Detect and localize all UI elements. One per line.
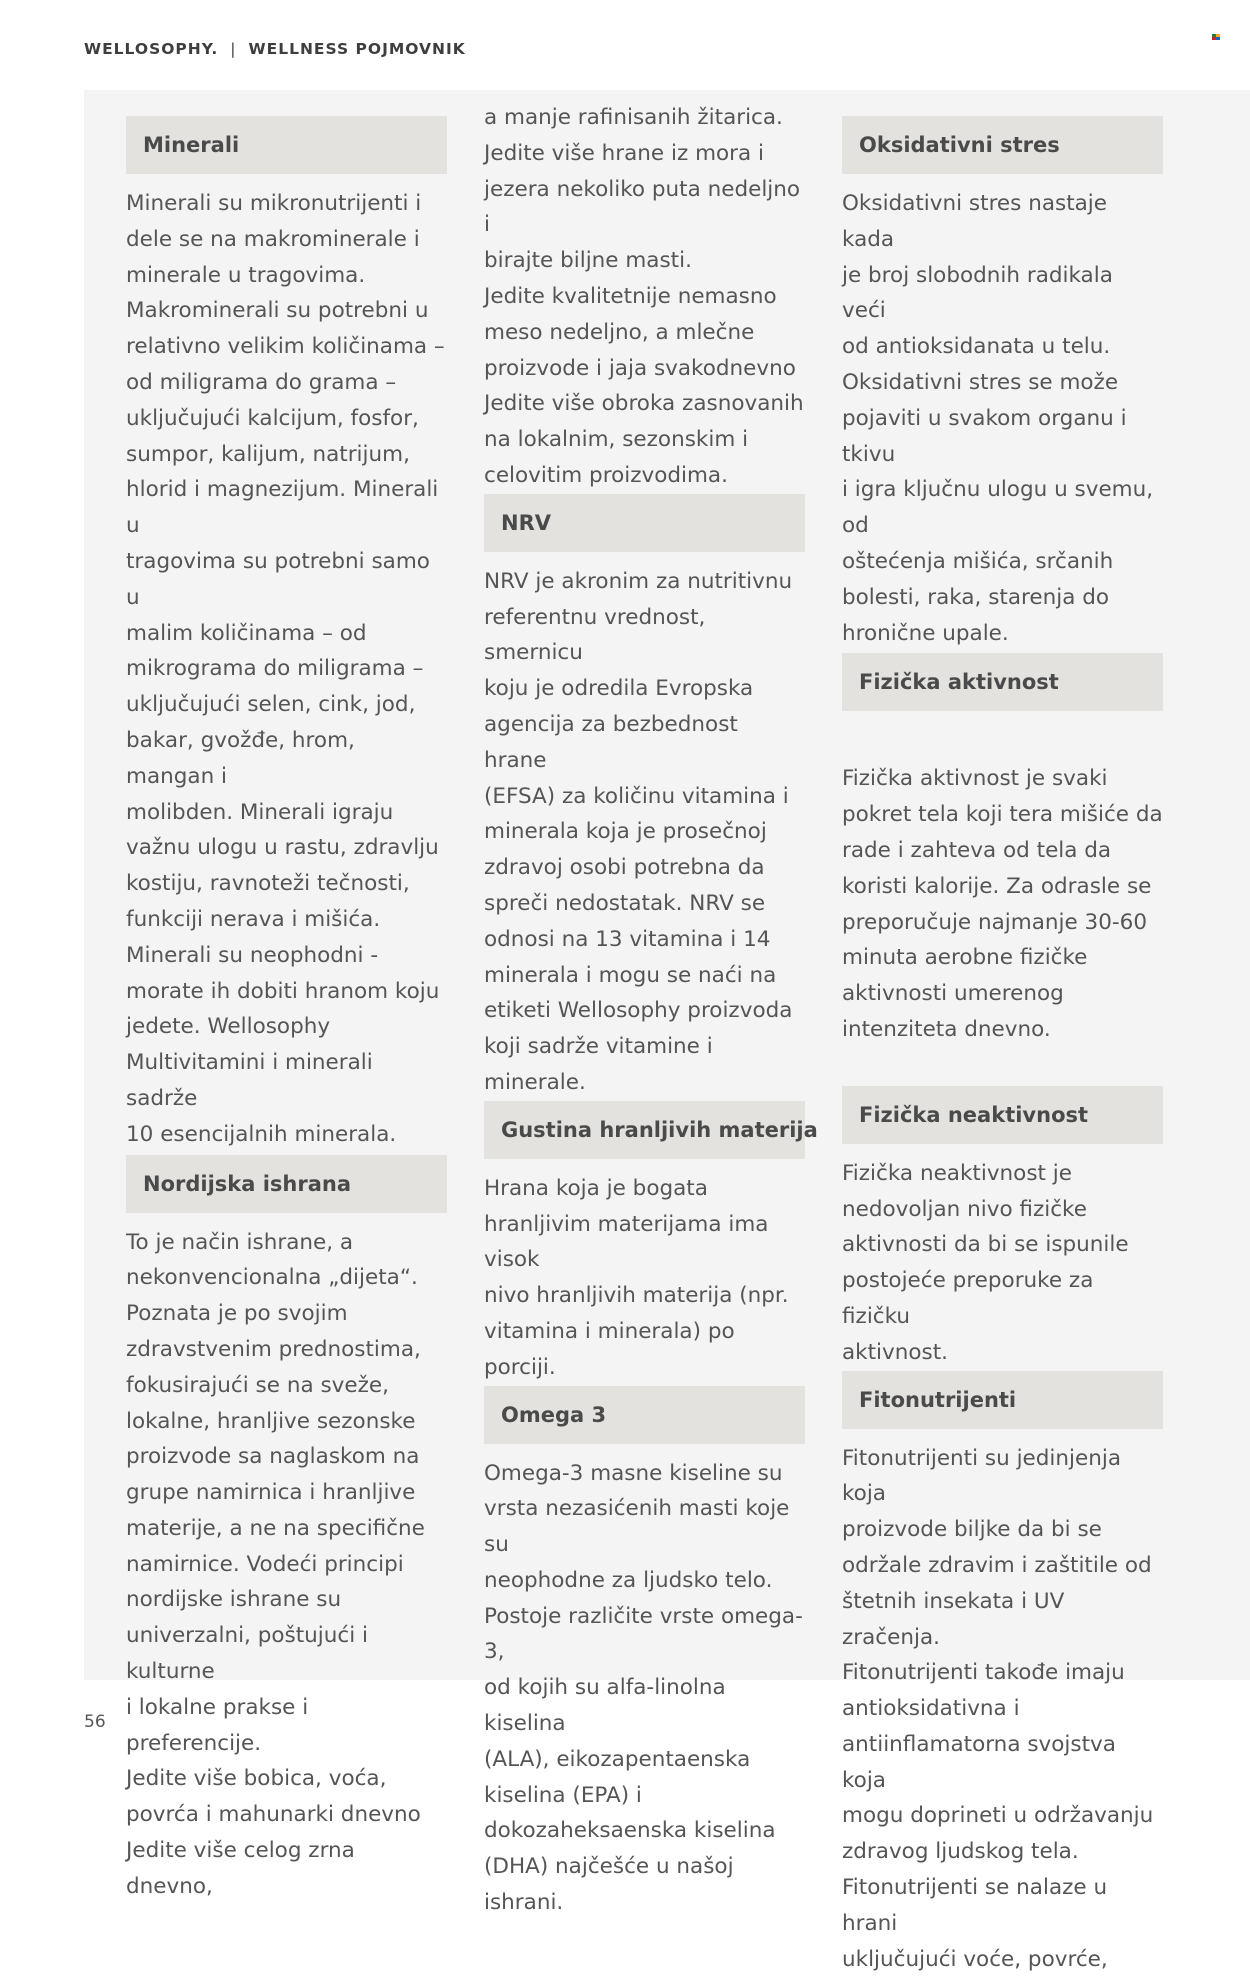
term-heading-minerali: Minerali: [126, 116, 447, 174]
page-number: 56: [84, 1712, 106, 1732]
term-heading-omega-3: Omega 3: [484, 1386, 805, 1444]
section-title: WELLNESS POJMOVNIK: [248, 40, 466, 58]
term-text-fizicka-aktivnost: Fizička aktivnost je svaki pokret tela koji tera mišiće da rade i zahteva od tela da koristi kalorije. Za odrasle se preporučuje najmanje 30-60 minuta aerobne fizičke aktivnosti umerenog intenziteta dnevno.: [842, 766, 1163, 1042]
term-heading-nordijska-ishrana: Nordijska ishrana: [126, 1155, 447, 1213]
term-heading-nrv: NRV: [484, 494, 805, 552]
term-heading-fizicka-aktivnost: Fizička aktivnost: [842, 653, 1163, 711]
term-text-fizicka-neaktivnost: Fizička neaktivnost je nedovoljan nivo fizičke aktivnosti da bi se ispunile postojeće preporuke za fizičku aktivnost.: [842, 1160, 1129, 1365]
term-text-omega-3: Omega-3 masne kiseline su vrsta nezasićenih masti koje su neophodne za ljudsko telo. Postoje različite vrste omega-3, od kojih su alfa-linolna kiselina (ALA), eikozapentaenska kiselina (EPA) i dokozaheksaenska kiselina (DHA) najčešće u našoj ishrani.: [484, 1460, 803, 1916]
term-heading-gustina-hranljivih-materija: Gustina hranljivih materija: [484, 1101, 805, 1159]
brand-name: WELLOSOPHY.: [84, 40, 219, 58]
glossary-column-1: [126, 116, 447, 1905]
term-heading-fizicka-neaktivnost: Fizička neaktivnost: [842, 1086, 1163, 1144]
glossary-column-3: [842, 116, 1163, 1977]
nordijska-ishrana-continued-text: a manje rafinisanih žitarica. Jedite više hrane iz mora i jezera nekoliko puta nedeljno i birajte biljne masti. Jedite kvalitetnije nemasno meso nedeljno, a mlečne proizvode i jaja svakodnevno Jedite više obroka zasnovanih na lokalnim, sezonskim i celovitim proizvodima.: [484, 105, 804, 488]
term-text-fitonutrijenti: Fitonutrijenti su jedinjenja koja proizvode biljke da bi se održale zdravim i zaštitile od štetnih insekata i UV zračenja. Fitonutrijenti takođe imaju antioksidativna i antiinflamatorna svojstva koja mogu doprineti u održavanju zdravog ljudskog tela. Fitonutrijenti se nalaze u hrani uključujući voće, povrće,: [842, 1445, 1154, 1972]
term-text-nrv: NRV je akronim za nutritivnu referentnu vrednost, smernicu koju je odredila Evropska agencija za bezbednost hrane (EFSA) za količinu vitamina i minerala koja je prosečnoj zdravoj osobi potrebna da spreči nedostatak. NRV se odnosi na 13 vitamina i 14 minerala i mogu se naći na etiketi Wellosophy proizvoda koji sadrže vitamine i minerale.: [484, 568, 793, 1095]
term-text-minerali: Minerali su mikronutrijenti i dele se na makrominerale i minerale u tragovima. Makrominerali su potrebni u relativno velikim količinama – od miligrama do grama – uključujući kalcijum, fosfor, sumpor, kalijum, natrijum, hlorid i magnezijum. Minerali u tragovima su potrebni samo u malim količinama – od mikrograma do miligrama – uključujući selen, cink, jod, bakar, gvožđe, hrom, mangan i molibden. Minerali igraju važnu ulogu u rastu, zdravlju kostiju, ravnoteži tečnosti, funkciji nerava i mišića. Minerali su neophodni - morate ih dobiti hranom koju jedete. Wellosophy Multivitamini i minerali sadrže 10 esencijalnih minerala.: [126, 191, 445, 1147]
corner-color-mark: [1212, 34, 1220, 40]
term-text-gustina-hranljivih-materija: Hrana koja je bogata hranljivim materijama ima visok nivo hranljivih materija (npr. vitamina i minerala) po porciji.: [484, 1175, 789, 1380]
term-heading-oksidativni-stres: Oksidativni stres: [842, 116, 1163, 174]
term-heading-fitonutrijenti: Fitonutrijenti: [842, 1371, 1163, 1429]
header-separator: |: [230, 40, 237, 58]
term-text-nordijska-ishrana: To je način ishrane, a nekonvencionalna „dijeta“. Poznata je po svojim zdravstvenim prednostima, fokusirajući se na sveže, lokalne, hranljive sezonske proizvode sa naglaskom na grupe namirnica i hranljive materije, a ne na specifične namirnice. Vodeći principi nordijske ishrane su univerzalni, poštujući i kulturne i lokalne prakse i preferencije. Jedite više bobica, voća, povrća i mahunarki dnevno Jedite više celog zrna dnevno,: [126, 1229, 425, 1899]
glossary-column-2: [484, 105, 818, 1921]
term-text-oksidativni-stres: Oksidativni stres nastaje kada je broj slobodnih radikala veći od antioksidanata u telu. Oksidativni stres se može pojaviti u svakom organu i tkivu i igra ključnu ulogu u svemu, od oštećenja mišića, srčanih bolesti, raka, starenja do hronične upale.: [842, 191, 1154, 646]
page-header: [84, 40, 466, 58]
